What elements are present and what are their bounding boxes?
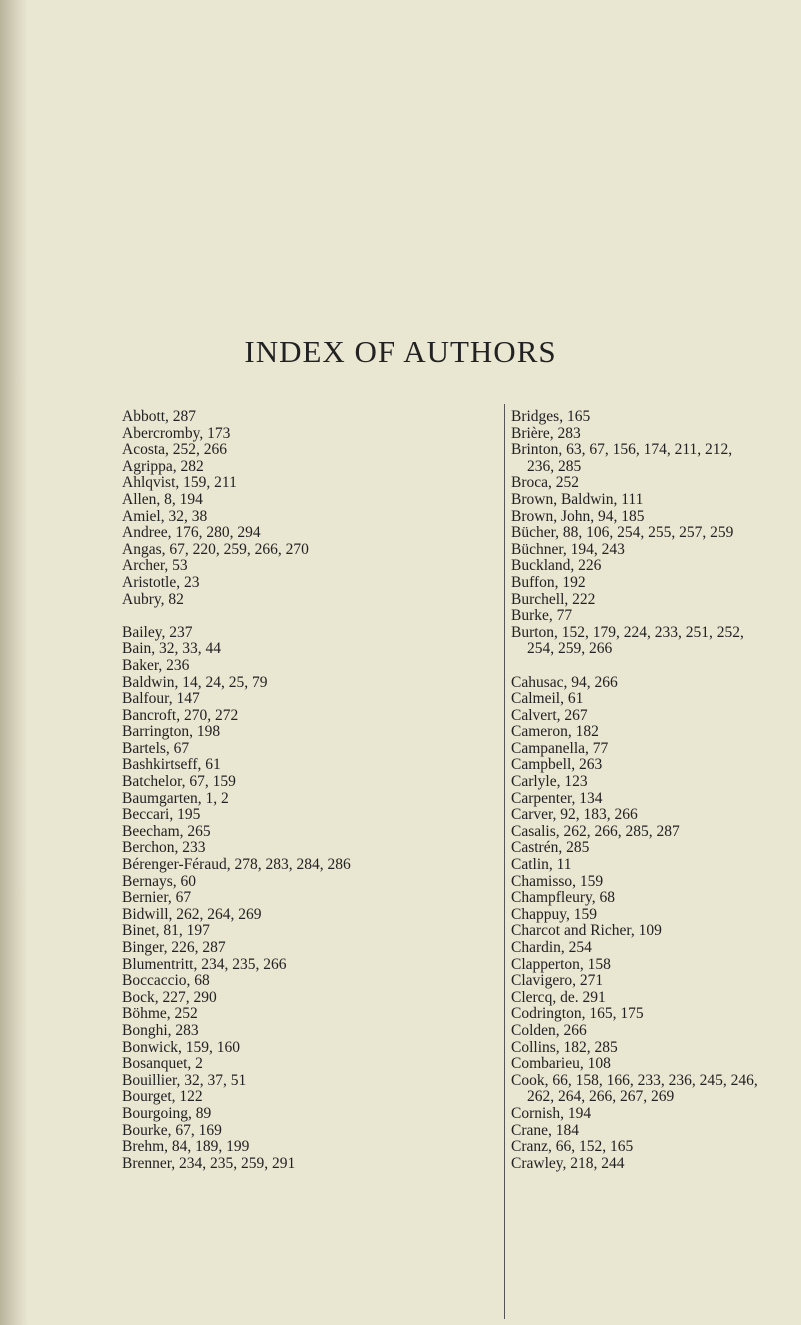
index-entry: [122, 1123, 492, 1140]
index-entry: [122, 840, 492, 857]
index-entry-text: Calmeil, 61: [511, 690, 584, 708]
index-entry: [122, 1156, 492, 1173]
index-entry: [122, 525, 492, 542]
index-entry-text: Bidwill, 262, 264, 269: [122, 905, 262, 923]
index-entry: [511, 509, 786, 526]
index-entry-text: Collins, 182, 285: [511, 1038, 618, 1056]
index-entry: [122, 1089, 492, 1106]
index-entry-text: Clapperton, 158: [511, 955, 611, 973]
index-entry: [511, 708, 786, 725]
index-entry: [122, 409, 492, 426]
index-entry-text: Acosta, 252, 266: [122, 441, 228, 459]
index-entry-text: Carlyle, 123: [511, 773, 588, 791]
index-entry: [511, 840, 786, 857]
index-entry: [511, 907, 786, 924]
index-entry-text: Bosanquet, 2: [122, 1055, 203, 1073]
index-entry-text: Buckland, 226: [511, 557, 602, 575]
index-entry-text: Binet, 81, 197: [122, 922, 210, 940]
index-entry-text: Brehm, 84, 189, 199: [122, 1138, 250, 1156]
index-entry: [122, 857, 492, 874]
index-entry-text: Campanella, 77: [511, 739, 609, 757]
index-entry: [122, 973, 492, 990]
index-entry-text: Calvert, 267: [511, 706, 588, 724]
index-entry: [122, 658, 492, 675]
index-entry-text: Amiel, 32, 38: [122, 507, 208, 525]
index-entry-text: Blumentritt, 234, 235, 266: [122, 955, 287, 973]
index-entry-text: Campbell, 263: [511, 756, 603, 774]
index-entry: [122, 426, 492, 443]
index-entry: [122, 741, 492, 758]
index-entry-text: Böhme, 252: [122, 1005, 198, 1023]
index-entry: [122, 1073, 492, 1090]
index-entry: [122, 691, 492, 708]
index-entry: [122, 807, 492, 824]
index-entry: [122, 774, 492, 791]
index-entry-text: Binger, 226, 287: [122, 939, 226, 956]
index-entry-text: Carpenter, 134: [511, 789, 603, 807]
index-entry: [511, 874, 786, 891]
index-column-left: [122, 409, 492, 1172]
index-entry-text: Bailey, 237: [122, 623, 193, 641]
index-entry-continuation: 262, 264, 266, 267, 269: [527, 1088, 675, 1106]
index-entry: [122, 923, 492, 940]
index-entry: [511, 940, 786, 957]
index-entry-text: Crawley, 218, 244: [511, 1154, 625, 1172]
index-entry-text: Beccari, 195: [122, 806, 201, 824]
index-entry-text: Büchner, 194, 243: [511, 540, 625, 558]
page-title: INDEX OF AUTHORS: [244, 334, 557, 369]
page-edge-shadow: [0, 0, 28, 1325]
index-entry: [511, 558, 786, 575]
index-entry-text: Cook, 66, 158, 166, 233, 236, 245, 246,: [511, 1071, 758, 1089]
index-entry-text: Bancroft, 270, 272: [122, 706, 239, 724]
index-entry: [122, 475, 492, 492]
index-entry: [511, 1040, 786, 1057]
index-entry: [511, 575, 786, 592]
index-entry: [122, 442, 492, 459]
index-entry-text: Bücher, 88, 106, 254, 255, 257, 259: [511, 524, 734, 542]
index-entry: [511, 1073, 786, 1106]
index-entry: [511, 625, 786, 658]
index-entry-text: Bouillier, 32, 37, 51: [122, 1071, 247, 1089]
index-entry-text: Cahusac, 94, 266: [511, 673, 618, 691]
index-entry-text: Burchell, 222: [511, 590, 596, 608]
index-entry-text: Beecham, 265: [122, 822, 211, 840]
index-entry-text: Abbott, 287: [122, 408, 197, 425]
index-entry: [122, 459, 492, 476]
index-entry-text: Clercq, de. 291: [511, 988, 606, 1006]
index-entry-text: Cameron, 182: [511, 723, 599, 741]
index-entry-text: Broca, 252: [511, 474, 580, 492]
index-entry: [511, 1056, 786, 1073]
index-entry: [511, 426, 786, 443]
index-entry: [122, 907, 492, 924]
index-entry-text: Brown, Baldwin, 111: [511, 490, 644, 508]
index-entry-text: Crane, 184: [511, 1121, 580, 1139]
index-entry-text: Berchon, 233: [122, 839, 206, 857]
index-entry: [511, 990, 786, 1007]
index-entry-text: Balfour, 147: [122, 690, 200, 708]
index-entry-text: Bourke, 67, 169: [122, 1121, 222, 1139]
index-entry-text: Cranz, 66, 152, 165: [511, 1138, 634, 1156]
index-entry-text: Brenner, 234, 235, 259, 291: [122, 1154, 296, 1172]
index-entry: [511, 542, 786, 559]
index-entry-text: Charcot and Richer, 109: [511, 922, 662, 940]
index-entry: [122, 890, 492, 907]
index-entry: [511, 442, 786, 475]
index-entry: [511, 1123, 786, 1140]
index-entry-text: Bernier, 67: [122, 889, 192, 907]
index-entry-text: Andree, 176, 280, 294: [122, 524, 261, 542]
index-entry: [511, 757, 786, 774]
index-entry-text: Chardin, 254: [511, 939, 592, 956]
index-entry-text: Abercromby, 173: [122, 424, 231, 442]
index-entry: [511, 675, 786, 692]
index-entry-text: Bartels, 67: [122, 739, 190, 757]
column-divider: [504, 404, 505, 1319]
index-entry-text: Burton, 152, 179, 224, 233, 251, 252,: [511, 623, 744, 641]
index-entry: [511, 957, 786, 974]
index-entry-text: Bernays, 60: [122, 872, 197, 890]
index-entry: [511, 1156, 786, 1173]
index-entry: [511, 592, 786, 609]
index-entry: [511, 741, 786, 758]
index-entry: [122, 940, 492, 957]
index-entry-text: Buffon, 192: [511, 573, 586, 591]
index-entry-text: Brière, 283: [511, 424, 581, 442]
index-entry: [122, 757, 492, 774]
index-entry-text: Burke, 77: [511, 607, 573, 625]
index-entry: [122, 1023, 492, 1040]
index-entry-text: Carver, 92, 183, 266: [511, 806, 638, 824]
index-entry: [122, 641, 492, 658]
index-entry: [511, 973, 786, 990]
index-entry: [122, 708, 492, 725]
index-entry: [511, 807, 786, 824]
index-entry-continuation: 254, 259, 266: [527, 640, 613, 658]
index-entry-text: Bashkirtseff, 61: [122, 756, 221, 774]
index-entry: [122, 575, 492, 592]
index-entry: [511, 724, 786, 741]
index-entry: [122, 990, 492, 1007]
index-entry: [511, 1139, 786, 1156]
index-entry: [511, 409, 786, 426]
index-entry: [122, 492, 492, 509]
index-entry-text: Brinton, 63, 67, 156, 174, 211, 212,: [511, 441, 733, 459]
index-entry-text: Catlin, 11: [511, 856, 572, 874]
index-entry-text: Boccaccio, 68: [122, 972, 210, 990]
index-entry-text: Agrippa, 282: [122, 457, 204, 475]
index-entry-text: Champfleury, 68: [511, 889, 616, 907]
index-entry: [122, 1056, 492, 1073]
index-entry-text: Baumgarten, 1, 2: [122, 789, 229, 807]
index-entry-text: Allen, 8, 194: [122, 490, 203, 508]
index-entry: [122, 724, 492, 741]
index-entry: [122, 1106, 492, 1123]
index-entry: [511, 890, 786, 907]
index-entry: [122, 874, 492, 891]
index-entry: [122, 625, 492, 642]
index-entry-text: Brown, John, 94, 185: [511, 507, 645, 525]
index-entry: [122, 558, 492, 575]
index-entry-text: Batchelor, 67, 159: [122, 773, 236, 791]
index-entry: [122, 791, 492, 808]
index-entry: [511, 525, 786, 542]
index-entry-text: Ahlqvist, 159, 211: [122, 474, 237, 492]
index-entry: [511, 791, 786, 808]
index-entry: [122, 542, 492, 559]
index-entry: [122, 957, 492, 974]
index-entry-text: Cornish, 194: [511, 1104, 592, 1122]
index-entry: [511, 691, 786, 708]
index-entry-text: Bain, 32, 33, 44: [122, 640, 222, 658]
index-column-right: [511, 409, 786, 1172]
index-entry-text: Clavigero, 271: [511, 972, 604, 990]
index-entry-text: Baldwin, 14, 24, 25, 79: [122, 673, 268, 691]
index-entry: [511, 774, 786, 791]
index-entry-text: Chamisso, 159: [511, 872, 604, 890]
index-entry: [511, 923, 786, 940]
letter-gap: [122, 608, 492, 625]
index-entry-text: Bonghi, 283: [122, 1021, 199, 1039]
index-entry: [511, 1106, 786, 1123]
letter-gap: [511, 658, 786, 675]
index-entry: [511, 608, 786, 625]
index-entry-text: Bonwick, 159, 160: [122, 1038, 240, 1056]
index-entry-text: Barrington, 198: [122, 723, 221, 741]
index-entry-text: Aristotle, 23: [122, 573, 200, 591]
index-entry: [122, 824, 492, 841]
index-entry: [511, 475, 786, 492]
index-entry-text: Codrington, 165, 175: [511, 1005, 644, 1023]
index-entry: [122, 1006, 492, 1023]
index-entry: [511, 492, 786, 509]
index-entry: [511, 1006, 786, 1023]
index-entry: [122, 675, 492, 692]
index-entry-text: Castrén, 285: [511, 839, 590, 857]
index-entry-text: Baker, 236: [122, 656, 190, 674]
index-entry-text: Aubry, 82: [122, 590, 184, 608]
index-entry: [122, 509, 492, 526]
index-entry: [122, 1040, 492, 1057]
index-entry: [511, 857, 786, 874]
index-entry-text: Bérenger-Féraud, 278, 283, 284, 286: [122, 856, 351, 874]
index-entry-text: Bock, 227, 290: [122, 988, 217, 1006]
index-entry-text: Casalis, 262, 266, 285, 287: [511, 822, 680, 840]
index-entry-text: Chappuy, 159: [511, 905, 597, 923]
index-entry-continuation: 236, 285: [527, 457, 582, 475]
index-entry: [511, 824, 786, 841]
index-entry: [122, 1139, 492, 1156]
index-entry-text: Bridges, 165: [511, 408, 591, 425]
index-entry: [511, 1023, 786, 1040]
index-entry-text: Archer, 53: [122, 557, 188, 575]
index-entry-text: Colden, 266: [511, 1021, 587, 1039]
index-entry-text: Combarieu, 108: [511, 1055, 611, 1073]
index-entry-text: Bourgoing, 89: [122, 1104, 212, 1122]
index-entry: [122, 592, 492, 609]
index-entry-text: Angas, 67, 220, 259, 266, 270: [122, 540, 309, 558]
index-entry-text: Bourget, 122: [122, 1088, 203, 1106]
